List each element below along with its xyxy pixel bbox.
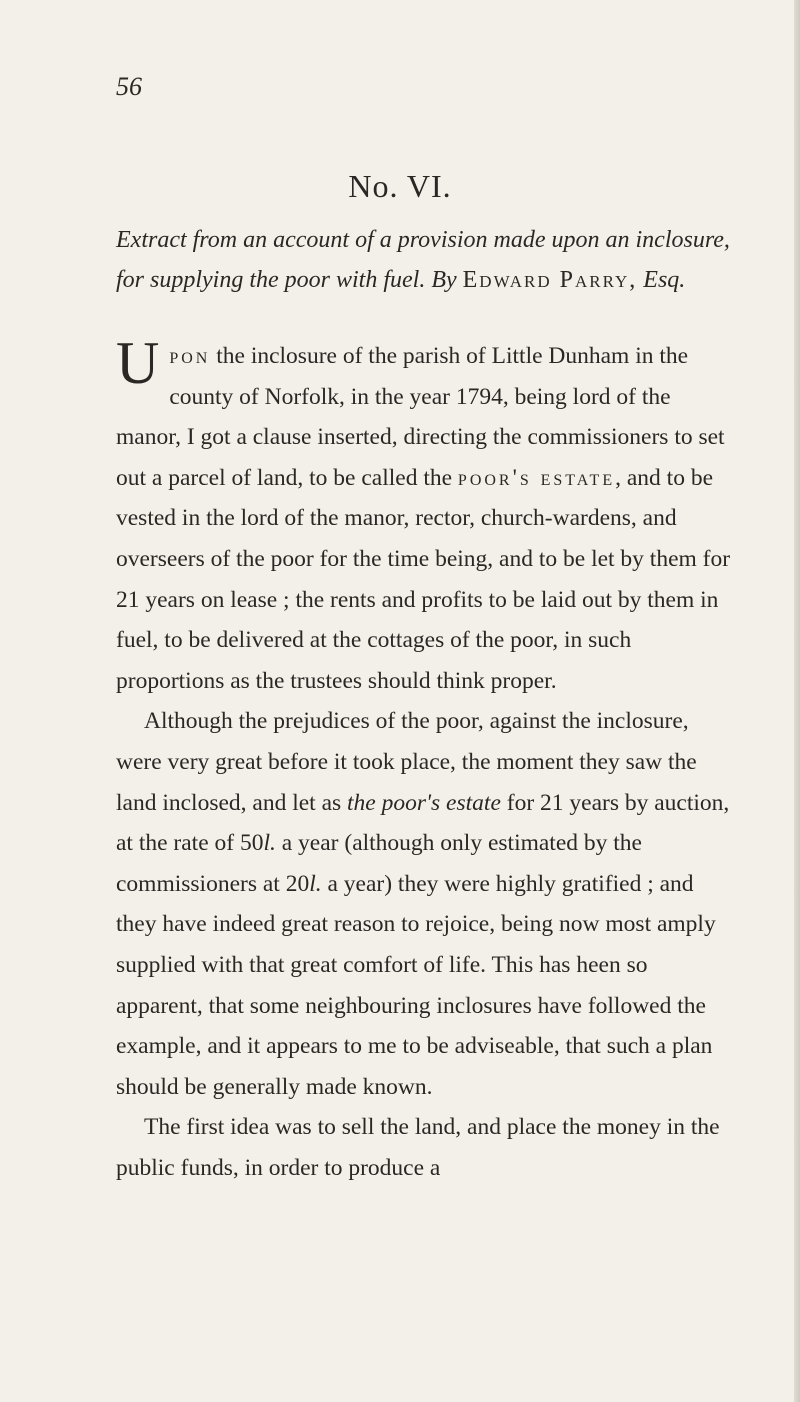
section-title: No. VI.	[348, 168, 452, 204]
extract-heading	[116, 220, 736, 300]
author-name: Edward Parry,	[462, 267, 638, 293]
paragraph-1-text-b: , and to be vested in the lord of the manor, rector, church-wardens, and overseers of the poor for the time being, and to be let by them for 21 years on lease ; the rents and profits to be laid out by them in fuel, to be delivered at the cottages of the poor, in such proportions as the trustees should think proper.	[116, 464, 731, 694]
paragraph-2-text-c: a year (although only estimated by the commissioners at 20	[116, 830, 642, 897]
page-edge	[794, 0, 800, 1402]
lead-word: pon	[169, 343, 211, 369]
paragraph-3: The first idea was to sell the land, and place the money in the public funds, in order to produce a	[116, 1114, 720, 1181]
poors-estate-caps: poor's estate	[457, 464, 616, 491]
body-text	[116, 330, 736, 1188]
paragraph-1	[116, 330, 736, 701]
page-number: 56	[116, 72, 142, 101]
drop-cap: U	[116, 330, 160, 396]
paragraph-2	[116, 701, 736, 1107]
author-suffix: Esq.	[643, 267, 686, 293]
pound-symbol-2: l.	[309, 870, 322, 897]
pound-symbol-1: l.	[263, 830, 276, 857]
paragraph-2-text-b: for 21 years by auction, at the rate of 50	[116, 789, 730, 857]
paragraph-2-text-a: Although the prejudices of the poor, against the inclosure, were very great before it took place, the moment they saw the land inclosed, and let as	[116, 708, 697, 816]
paragraph-2-text-d: a year) they were highly gratified ; and they have indeed great reason to rejoice, being now most amply supplied with that great comfort of life. This has heen so apparent, that some neighbouring inclosures have followed the example, and it appears to me to be adviseable, that such a plan should be generally made known.	[116, 870, 716, 1100]
heading-text: Extract from an account of a provision made upon an inclosure, for supplying the poor with fuel. By	[116, 227, 730, 293]
paragraph-1-text-a: the inclosure of the parish of Little Dunham in the county of Norfolk, in the year 1794, being lord of the manor, I got a clause inserted, directing the commissioners to set out a parcel of land, to be called the	[116, 343, 725, 491]
poors-estate-italic: the poor's estate	[347, 789, 501, 816]
